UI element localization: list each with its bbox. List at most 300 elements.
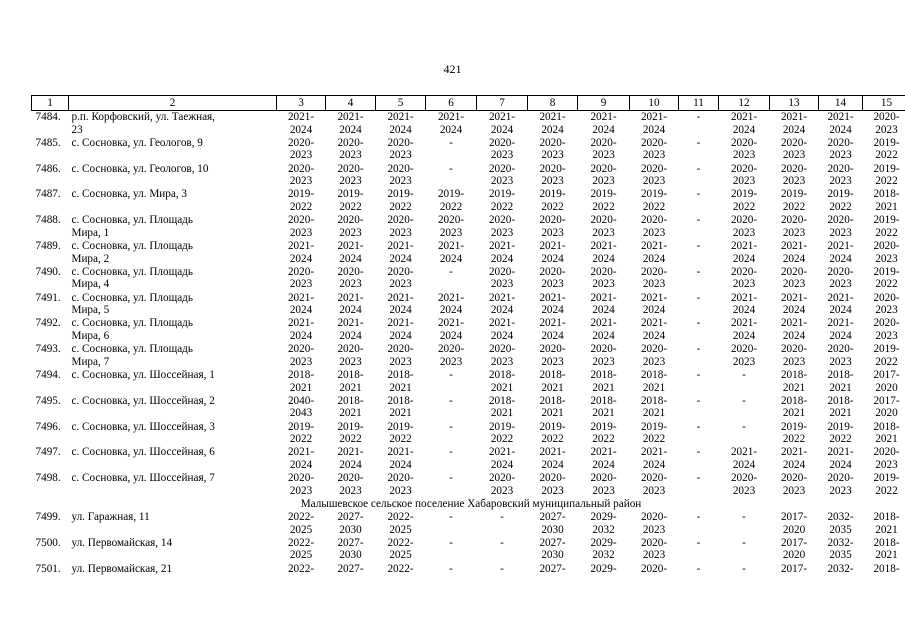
cell-line: - [742, 562, 746, 575]
cell-line: 2020- [780, 472, 808, 485]
col-header: 6 [426, 96, 477, 111]
cell-line: 2023 [389, 226, 412, 239]
cell-line: 2023 [339, 226, 362, 239]
cell-line: 2020- [730, 472, 758, 485]
period-cell [326, 317, 376, 343]
cell-line: 2023 [782, 484, 806, 497]
period-cell [528, 421, 578, 447]
period-cell [770, 446, 819, 472]
period-cell [630, 137, 679, 163]
cell-line: 2035 [829, 523, 852, 536]
cell-line: 2021- [387, 317, 414, 330]
period-cell [277, 111, 326, 137]
period-cell [863, 343, 905, 369]
period-cell [326, 537, 376, 563]
cell-line: 2017- [873, 394, 900, 407]
period-cell [770, 537, 819, 563]
period-cell [376, 292, 426, 318]
period-cell [477, 111, 528, 137]
period-cell [630, 472, 679, 498]
cell-line: 2020- [287, 343, 315, 356]
cell-line: 2020- [780, 265, 808, 278]
cell-line: 2020- [873, 111, 900, 123]
cell-line: с. Сосновка, ул. Шоссейная, 1 [71, 368, 215, 381]
cell-line: 2022 [875, 484, 898, 497]
cell-line: 2021- [387, 239, 414, 252]
cell-line: 2025 [289, 549, 313, 562]
period-cell [477, 240, 528, 266]
period-cell [578, 421, 630, 447]
table-row [32, 446, 905, 472]
cell-line: 2023 [782, 278, 806, 291]
period-cell [719, 240, 770, 266]
cell-line: 2020 [782, 549, 806, 562]
cell-line: 2024 [490, 329, 514, 342]
cell-line: 2019- [827, 188, 854, 201]
period-cell [528, 111, 578, 137]
period-cell [376, 266, 426, 292]
cell-line: 2018- [590, 368, 617, 381]
period-cell [719, 421, 770, 447]
cell-line: 2019- [337, 420, 364, 433]
cell-line: 2021- [287, 291, 315, 304]
cell-line: 2023 [732, 175, 756, 188]
cell-line: 2024 [541, 304, 564, 317]
cell-line: 2020- [539, 162, 566, 175]
cell-line: 2021- [827, 111, 854, 123]
cell-line: 2021- [780, 317, 808, 330]
period-cell [819, 137, 863, 163]
cell-line: 2018- [287, 368, 315, 381]
cell-line: 2024 [732, 458, 756, 471]
cell-line: 2020- [437, 214, 465, 227]
period-cell [630, 369, 679, 395]
cell-line: 2043 [289, 407, 313, 420]
cell-line: 2020- [640, 136, 668, 149]
period-cell [528, 188, 578, 214]
period-cell [528, 563, 578, 589]
period-cell [679, 343, 719, 369]
cell-line: 2022 [592, 433, 615, 446]
period-cell [277, 292, 326, 318]
period-cell [477, 511, 528, 537]
cell-line: 2022 [875, 355, 898, 368]
cell-line: 2022 [782, 433, 806, 446]
period-cell [863, 421, 905, 447]
cell-line: 2021- [640, 111, 668, 123]
cell-line: 2035 [829, 549, 852, 562]
period-cell [863, 511, 905, 537]
period-cell [630, 188, 679, 214]
cell-line: 2022- [387, 536, 414, 549]
cell-line: 2024 [782, 304, 806, 317]
period-cell [630, 446, 679, 472]
cell-line: 2023 [439, 355, 463, 368]
cell-line: - [449, 562, 453, 575]
cell-line: 2021- [827, 291, 854, 304]
cell-line: Мира, 4 [71, 278, 110, 291]
cell-line: - [696, 265, 701, 278]
cell-line: 2023 [592, 278, 615, 291]
cell-line: 2022 [490, 200, 514, 213]
cell-line: 2018- [640, 368, 668, 381]
period-cell [630, 421, 679, 447]
period-cell [630, 111, 679, 137]
cell-line: с. Сосновка, ул. Площадь [71, 317, 193, 330]
cell-line: 2023 [339, 355, 362, 368]
period-cell [426, 214, 477, 240]
period-cell [578, 537, 630, 563]
cell-line: 2019- [387, 188, 414, 201]
cell-line: 2024 [339, 329, 362, 342]
cell-line: 2024 [829, 304, 852, 317]
period-cell [477, 369, 528, 395]
cell-line: 2023 [782, 355, 806, 368]
table-row [32, 343, 905, 369]
cell-line: 2021- [488, 317, 516, 330]
period-cell [376, 343, 426, 369]
cell-line: 2023 [829, 355, 852, 368]
period-cell [719, 214, 770, 240]
period-cell [477, 292, 528, 318]
period-cell [477, 421, 528, 447]
period-cell [326, 214, 376, 240]
cell-line: 2018- [640, 394, 668, 407]
cell-line: 2021 [592, 381, 615, 394]
cell-line: 2020- [730, 343, 758, 356]
cell-line: 2023 [782, 175, 806, 188]
cell-line: 2020- [287, 472, 315, 485]
cell-line: 2020- [640, 562, 668, 575]
cell-line: 2023 [642, 484, 666, 497]
cell-line: 2020- [287, 136, 315, 149]
address-cell [69, 421, 277, 447]
cell-line: 2022 [875, 226, 898, 239]
cell-line: 2019- [488, 420, 516, 433]
period-cell [630, 511, 679, 537]
cell-line: 2021- [640, 291, 668, 304]
cell-line: 2023 [829, 484, 852, 497]
period-cell [426, 292, 477, 318]
table-row [32, 214, 905, 240]
cell-line: 2019- [287, 420, 315, 433]
section-title: Малышевское сельское поселение Хабаровский муниципальный район [300, 497, 642, 510]
period-cell [719, 472, 770, 498]
period-cell [326, 188, 376, 214]
cell-line: 2021- [590, 239, 617, 252]
period-cell [326, 472, 376, 498]
period-cell [376, 111, 426, 137]
cell-line: 2021- [590, 111, 617, 123]
cell-line: 2030 [541, 523, 564, 536]
period-cell [630, 292, 679, 318]
col-header: 5 [376, 96, 426, 111]
cell-line: 2023 [289, 355, 313, 368]
period-cell [719, 537, 770, 563]
cell-line: 2023 [541, 355, 564, 368]
cell-line: - [449, 394, 453, 407]
row-number: 7488. [35, 214, 61, 227]
cell-line: 2020- [287, 214, 315, 227]
period-cell [477, 163, 528, 189]
cell-line: 2020- [730, 162, 758, 175]
table-row [32, 163, 905, 189]
period-cell [426, 163, 477, 189]
period-cell [528, 317, 578, 343]
address-cell [69, 446, 277, 472]
cell-line: 2024 [782, 123, 806, 136]
period-cell [679, 240, 719, 266]
cell-line: - [742, 536, 746, 549]
row-number: 7499. [35, 510, 61, 523]
cell-line: 2023 [875, 329, 898, 342]
cell-line: 2021 [642, 407, 666, 420]
cell-line: 2021- [287, 317, 315, 330]
cell-line: - [696, 420, 701, 433]
cell-line: 2021- [337, 446, 364, 459]
cell-line: 2021- [488, 111, 516, 123]
period-cell [326, 266, 376, 292]
period-cell [863, 214, 905, 240]
period-cell [376, 188, 426, 214]
cell-line: 2030 [339, 523, 362, 536]
cell-line: 2030 [541, 549, 564, 562]
period-cell [578, 317, 630, 343]
cell-line: 2020- [337, 214, 364, 227]
cell-line: 2020- [827, 136, 854, 149]
period-cell [630, 214, 679, 240]
period-cell [819, 266, 863, 292]
period-cell [578, 472, 630, 498]
period-cell [426, 111, 477, 137]
cell-line: 2019- [873, 214, 900, 227]
cell-line: 2024 [592, 123, 615, 136]
period-cell [578, 111, 630, 137]
col-header: 13 [770, 96, 819, 111]
cell-line: 2029- [590, 510, 617, 523]
cell-line: 2032- [827, 536, 854, 549]
cell-line: 2027- [539, 536, 566, 549]
cell-line: 2025 [289, 523, 313, 536]
cell-line: 2022 [439, 200, 463, 213]
cell-line: 2024 [490, 304, 514, 317]
table-row [32, 369, 905, 395]
table-row [32, 137, 905, 163]
period-cell [679, 472, 719, 498]
cell-line: 2020- [590, 162, 617, 175]
cell-line: 2020- [337, 265, 364, 278]
cell-line: 2020- [873, 446, 900, 459]
cell-line: 2023 [829, 226, 852, 239]
cell-line: 2020- [780, 136, 808, 149]
cell-line: 2019- [539, 420, 566, 433]
cell-line: - [449, 162, 453, 175]
period-cell [326, 421, 376, 447]
period-cell [719, 111, 770, 137]
cell-line: 2027- [539, 562, 566, 575]
cell-line: 2021- [640, 446, 668, 459]
cell-line: 2018- [873, 536, 900, 549]
cell-line: - [449, 510, 453, 523]
period-cell [277, 511, 326, 537]
period-cell [679, 137, 719, 163]
cell-line: Мира, 2 [71, 252, 110, 265]
cell-line: 2023 [490, 355, 514, 368]
cell-line: 2018- [539, 368, 566, 381]
address-cell [69, 240, 277, 266]
cell-line: 2021- [337, 239, 364, 252]
period-cell [578, 266, 630, 292]
period-cell [819, 421, 863, 447]
cell-line: 2021- [590, 291, 617, 304]
address-cell [69, 111, 277, 137]
cell-line: 2017- [780, 536, 808, 549]
cell-line: 2021- [337, 317, 364, 330]
cell-line: 2023 [389, 175, 412, 188]
cell-line: 2023 [541, 226, 564, 239]
cell-line: 2024 [642, 123, 666, 136]
cell-line: 2024 [732, 252, 756, 265]
cell-line: - [696, 136, 701, 149]
cell-line: 2024 [829, 329, 852, 342]
row-number: 7495. [35, 394, 61, 407]
cell-line: 2023 [592, 484, 615, 497]
cell-line: 2021- [488, 446, 516, 459]
period-cell [719, 343, 770, 369]
period-cell [679, 395, 719, 421]
cell-line: 2021 [642, 381, 666, 394]
cell-line: 2021- [337, 111, 364, 123]
cell-line: 2023 [541, 484, 564, 497]
period-cell [277, 137, 326, 163]
table-body [32, 111, 905, 589]
period-cell [277, 472, 326, 498]
cell-line: 2021- [337, 291, 364, 304]
col-header: 2 [69, 96, 277, 111]
cell-line: 2020- [640, 472, 668, 485]
cell-line: 2021- [730, 446, 758, 459]
period-cell [477, 317, 528, 343]
row-number: 7484. [35, 111, 61, 123]
cell-line: 2023 [541, 149, 564, 162]
column-number-row [32, 96, 905, 111]
period-cell [819, 111, 863, 137]
cell-line: 2021 [541, 407, 564, 420]
period-cell [376, 137, 426, 163]
cell-line: 2021- [539, 291, 566, 304]
period-cell [477, 563, 528, 589]
table-row [32, 421, 905, 447]
cell-line: - [696, 368, 701, 381]
cell-line: - [742, 510, 746, 523]
period-cell [719, 395, 770, 421]
cell-line: 2024 [541, 123, 564, 136]
cell-line: 2023 [389, 149, 412, 162]
period-cell [426, 511, 477, 537]
period-cell [719, 446, 770, 472]
cell-line: 2021- [488, 291, 516, 304]
cell-line: 2020- [539, 265, 566, 278]
cell-line: 2020- [539, 136, 566, 149]
address-cell [69, 537, 277, 563]
table-row [32, 292, 905, 318]
cell-line: 2020- [337, 343, 364, 356]
cell-line: с. Сосновка, ул. Шоссейная, 7 [71, 472, 215, 485]
cell-line: 2024 [339, 458, 362, 471]
period-cell [376, 317, 426, 343]
cell-line: с. Сосновка, ул. Площадь [71, 265, 193, 278]
cell-line: 2020- [488, 472, 516, 485]
period-cell [719, 511, 770, 537]
col-header: 14 [819, 96, 863, 111]
cell-line: 2023 [289, 484, 313, 497]
period-cell [679, 214, 719, 240]
cell-line: 2017- [873, 368, 900, 381]
cell-line: 2024 [732, 329, 756, 342]
cell-line: 2021- [437, 111, 465, 123]
address-cell [69, 137, 277, 163]
period-cell [863, 266, 905, 292]
period-cell [679, 369, 719, 395]
cell-line: 2021- [590, 317, 617, 330]
cell-line: 2021 [592, 407, 615, 420]
cell-line: 2021- [387, 446, 414, 459]
period-cell [277, 266, 326, 292]
cell-line: 2019- [640, 420, 668, 433]
cell-line: с. Сосновка, ул. Площадь [71, 343, 193, 356]
table-row [32, 240, 905, 266]
cell-line: 2024 [732, 123, 756, 136]
period-cell [630, 240, 679, 266]
period-cell [863, 163, 905, 189]
section-row [32, 498, 905, 511]
period-cell [770, 395, 819, 421]
period-cell [477, 214, 528, 240]
period-cell [578, 292, 630, 318]
cell-line: 2018- [337, 368, 364, 381]
cell-line: 2024 [490, 458, 514, 471]
cell-line: 2020- [780, 214, 808, 227]
period-cell [277, 395, 326, 421]
cell-line: р.п. Корфовский, ул. Таежная, [71, 111, 215, 123]
cell-line: - [742, 394, 746, 407]
period-cell [819, 317, 863, 343]
cell-line: 2019- [437, 188, 465, 201]
cell-line: 2020- [488, 214, 516, 227]
cell-line: 2024 [642, 304, 666, 317]
cell-line: 2023 [490, 175, 514, 188]
cell-line: 2023 [490, 226, 514, 239]
period-cell [863, 537, 905, 563]
cell-line: 2027- [337, 510, 364, 523]
period-cell [679, 163, 719, 189]
period-cell [863, 369, 905, 395]
period-cell [719, 266, 770, 292]
cell-line: 2023 [642, 149, 666, 162]
cell-line: 2020- [873, 291, 900, 304]
cell-line: 2018- [873, 562, 900, 575]
cell-line: 2020- [730, 136, 758, 149]
cell-line: 2023 [289, 175, 313, 188]
cell-line: 2032- [827, 510, 854, 523]
cell-line: 23 [71, 123, 83, 136]
cell-line: 2024 [339, 304, 362, 317]
cell-line: 2023 [490, 149, 514, 162]
cell-line: с. Сосновка, ул. Площадь [71, 291, 193, 304]
period-cell [326, 395, 376, 421]
cell-line: 2023 [592, 355, 615, 368]
col-header: 11 [679, 96, 719, 111]
